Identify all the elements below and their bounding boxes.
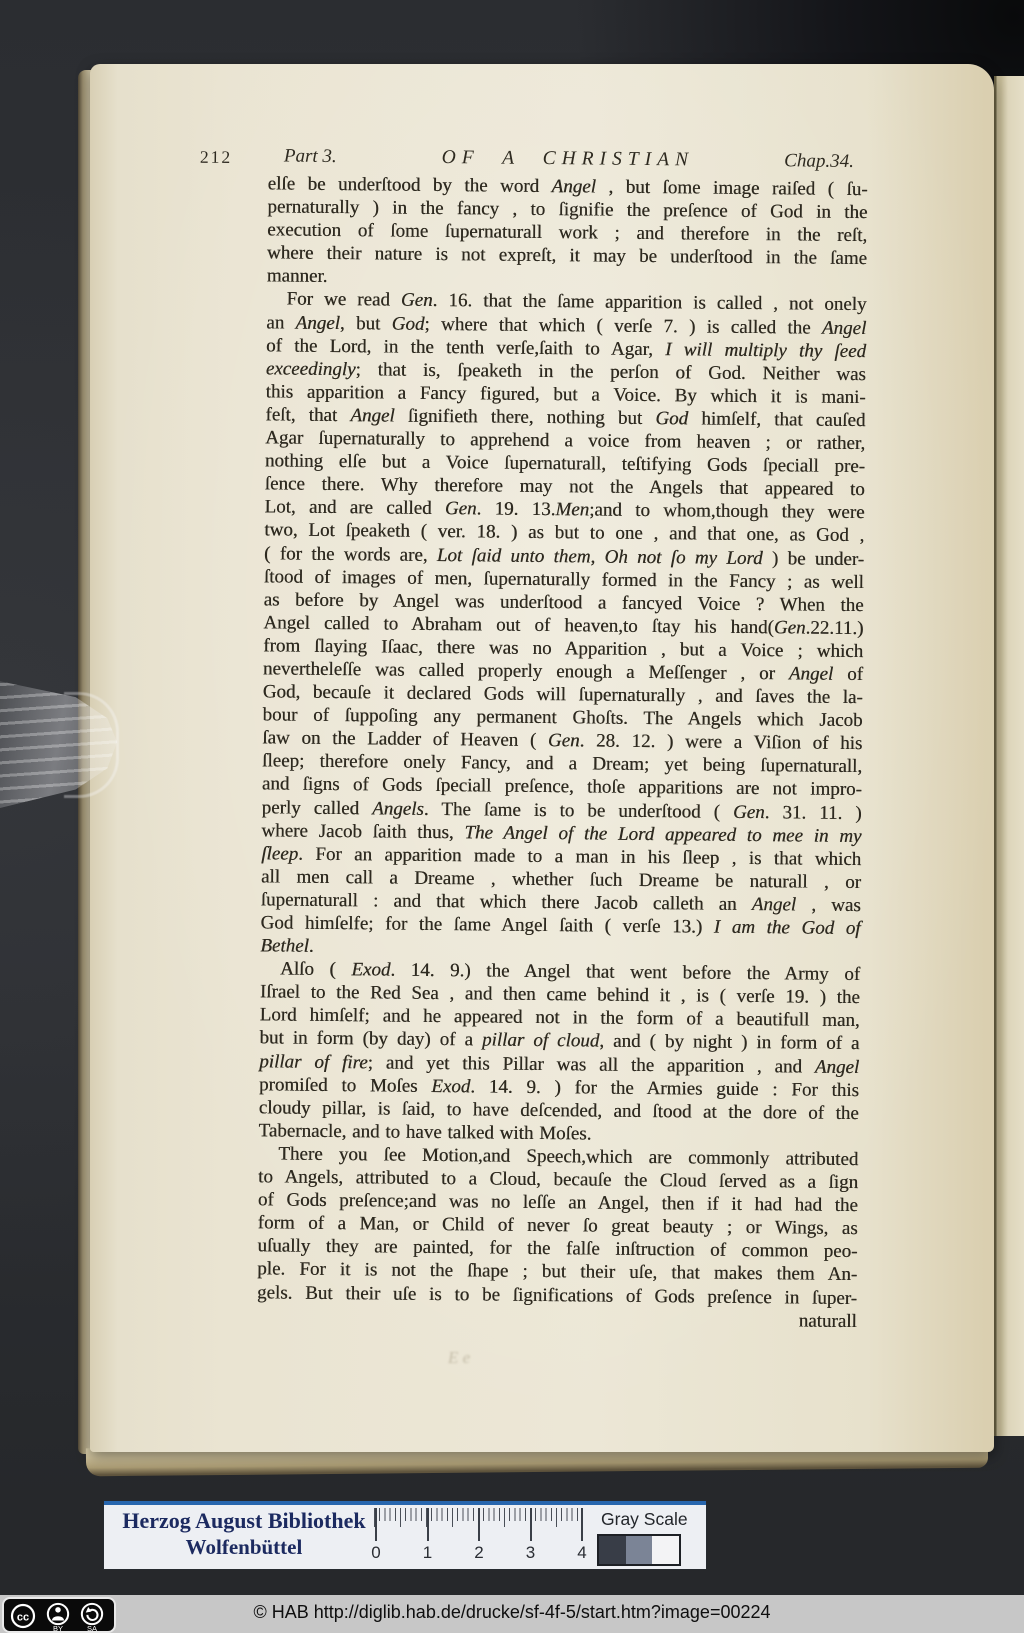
institution-name: Herzog August Bibliothek bbox=[122, 1508, 366, 1533]
ruler-tick-label: 1 bbox=[422, 1543, 433, 1562]
footer-bar bbox=[0, 1595, 1024, 1633]
text-line: Bethel. bbox=[260, 935, 314, 957]
text-line: two, Lot ſpeaketh ( ver. 18. ) as but to one , and that one, as God , bbox=[264, 519, 865, 547]
text-line: elſe be underſtood by the word Angel , but ſome image raiſed ( ſu- bbox=[267, 173, 868, 201]
text-line: feſt, that Angel ſignifieth there, nothing but God himſelf, that cauſed bbox=[265, 404, 866, 432]
cc-icon bbox=[10, 1603, 36, 1629]
page-number: 212 bbox=[199, 146, 233, 168]
text-line: ſleep; therefore onely Fancy, and a Dream; yet being ſupernaturall, bbox=[262, 750, 863, 778]
text-line: but in form (by day) of a pillar of cloud, and ( by night ) in form of a bbox=[259, 1027, 860, 1055]
running-chapter: Chap.34. bbox=[784, 150, 854, 172]
text-line: where Jacob ſaith thus, The Angel of the Lord appeared to mee in my bbox=[261, 819, 862, 847]
text-line: and ſigns of Gods ſpeciall preſence, thoſe apparitions are not impro- bbox=[261, 773, 862, 801]
gray-scale-patches bbox=[597, 1534, 681, 1566]
signature-ghost: E e bbox=[448, 1348, 471, 1367]
ruler-major-tick bbox=[581, 1508, 583, 1541]
text-line: Alſo ( Exod. 14. 9.) the Angel that went before the Army of bbox=[280, 958, 861, 986]
text-line: ſaw on the Ladder of Heaven ( Gen. 28. 12. ) were a Viſion of his bbox=[262, 727, 863, 755]
text-line: ſleep. For an apparition made to a man in his ſleep , is that which bbox=[261, 843, 862, 870]
institution-city: Wolfenbüttel bbox=[185, 1535, 303, 1559]
text-line: ple. For it is not the ſhape ; but their uſe, that makes them An- bbox=[257, 1258, 858, 1286]
text-line: of the Lord, in the tenth verſe,ſaith to Agar, I will multiply thy ſeed bbox=[265, 334, 867, 362]
institution-label bbox=[116, 1508, 372, 1560]
text-line: uſually they are painted, for the falſe inſtruction of common peo- bbox=[257, 1235, 858, 1263]
gray-scale-patch bbox=[652, 1536, 679, 1564]
text-line: Lord himſelf; and he appeared not in the form of a beautifull man, bbox=[259, 1004, 860, 1032]
facing-page-edge bbox=[994, 76, 1024, 1436]
text-line: gels. But their uſe is to be ſignifications of Gods preſence in ſuper- bbox=[256, 1281, 858, 1309]
text-line: pernaturally ) in the fancy , to ſignifie the preſence of God in the bbox=[267, 196, 868, 224]
text-line: For we read Gen. 16. that the ſame apparition is called , not onely bbox=[286, 289, 867, 316]
gray-scale-patch bbox=[599, 1536, 626, 1564]
gray-scale-patch bbox=[626, 1536, 653, 1564]
text-block bbox=[257, 172, 868, 1332]
text-line: Lot, and are called Gen. 19. 13.Men;and to whom,though they were bbox=[264, 496, 865, 524]
text-line: God, becauſe it declared Gods will ſupernaturally , and ſaves the la- bbox=[262, 681, 863, 709]
text-line: from ſlaying Iſaac, there was no Apparition , but a Voice ; which bbox=[263, 635, 864, 662]
text-line: where their nature is not expreſt, it may be underſtood in the ſame bbox=[266, 242, 868, 270]
ruler-tick-label: 2 bbox=[474, 1543, 484, 1562]
text-line: form of a Man, or Child of never ſo great beauty ; or Wings, as bbox=[257, 1212, 858, 1240]
text-line: promiſed to Moſes Exod. 14. 9. ) for the Armies guide : For this bbox=[258, 1073, 860, 1101]
share-alike-icon bbox=[80, 1602, 104, 1626]
page-holder-clamp-tip bbox=[64, 692, 119, 798]
print-area bbox=[187, 145, 890, 1333]
text-line: ( for the words are, Lot ſaid unto them, Oh not ſo my Lord ) be under- bbox=[263, 542, 865, 570]
by-label: BY bbox=[52, 1624, 63, 1633]
attribution-icon bbox=[46, 1602, 70, 1626]
text-line: cloudy pillar, is ſaid, to have deſcended, and ſtood at the dore of the bbox=[258, 1097, 859, 1124]
ruler-major-tick bbox=[530, 1508, 532, 1541]
text-line: all men call a Dreame , whether ſuch Dreame be naturall , or bbox=[260, 866, 862, 893]
text-line: Angel called to Abraham out of heaven,to ſtay his hand(Gen.22.11.) bbox=[263, 612, 864, 639]
text-line: Iſrael to the Red Sea , and then came behind it , is ( verſe 19. ) the bbox=[259, 981, 860, 1009]
svg-text:cc: cc bbox=[16, 1611, 30, 1624]
text-line: God himſelfe; for the ſame Angel ſaith ( verſe 13.) I am the God of bbox=[260, 912, 861, 940]
text-line: nothing elſe but a Voice ſupernaturall, teſtifying Gods ſpeciall pre- bbox=[264, 450, 866, 478]
ruler-tick-label: 0 bbox=[371, 1543, 381, 1562]
text-line: There you ſee Motion,and Speech,which are commonly attributed bbox=[278, 1143, 859, 1171]
text-line: exceedingly; that is, ſpeaketh in the perſon of God. Neither was bbox=[265, 358, 866, 385]
ruler-major-tick bbox=[478, 1508, 480, 1541]
text-line: to Angels, attributed to a Cloud, becauſe the Cloud ſerved as a ſign bbox=[258, 1166, 859, 1194]
book-page bbox=[90, 64, 994, 1452]
text-line: of Gods preſence;and was no leſſe an Angel, then if it had had the bbox=[257, 1189, 858, 1217]
text-line: nevertheleſſe was called properly enough a Meſſenger , or Angel of bbox=[262, 658, 864, 686]
ruler-tick-label: 3 bbox=[525, 1543, 536, 1562]
text-line: this apparition a Fancy figured, but a Voice. By which it is mani- bbox=[265, 381, 866, 408]
ruler-major-tick bbox=[427, 1508, 429, 1541]
text-line: an Angel, but God; where that which ( verſe 7. ) is called the Angel bbox=[266, 311, 867, 339]
text-line: ſence there. Why therefore may not the Angels that appeared to bbox=[264, 473, 865, 501]
text-line: ſtood of images of men, ſupernaturally formed in the Fancy ; as well bbox=[263, 565, 864, 593]
ruler-ticks bbox=[371, 1508, 588, 1564]
text-line: execution of ſome ſupernaturall work ; and therefore in the reſt, bbox=[267, 219, 868, 247]
running-title: OF A CHRISTIAN bbox=[441, 147, 695, 171]
ruler-tick-label: 4 bbox=[577, 1543, 587, 1562]
text-line: bour of ſuppoſing any permanent Ghoſts. The Angels which Jacob bbox=[262, 704, 863, 732]
color-scale-card bbox=[104, 1501, 706, 1569]
text-line: naturall bbox=[798, 1310, 857, 1332]
text-line: Agar ſupernaturally to apprehend a voice from heaven ; or rather, bbox=[265, 427, 866, 455]
text-line: pillar of fire; and yet this Pillar was all the apparition , and Angel bbox=[259, 1050, 860, 1078]
text-line: as before by Angel was underſtood a fancyed Voice ? When the bbox=[263, 589, 864, 616]
running-part: Part 3. bbox=[283, 145, 337, 168]
text-line: manner. bbox=[266, 265, 328, 288]
text-line: Tabernacle, and to have talked with Moſes. bbox=[258, 1120, 592, 1145]
gray-scale-label: Gray Scale bbox=[601, 1509, 688, 1529]
text-line: perly called Angels. The ſame is to be underſtood ( Gen. 31. 11. ) bbox=[261, 796, 862, 824]
sa-label: SA bbox=[86, 1624, 97, 1633]
text-line: ſupernaturall : and that which there Jacob calleth an Angel , was bbox=[260, 889, 861, 916]
cc-license-badge bbox=[2, 1597, 116, 1633]
credit-line: © HAB http://diglib.hab.de/drucke/sf-4f-5/start.htm?image=00224 bbox=[253, 1602, 771, 1622]
ruler-major-tick bbox=[375, 1508, 377, 1541]
